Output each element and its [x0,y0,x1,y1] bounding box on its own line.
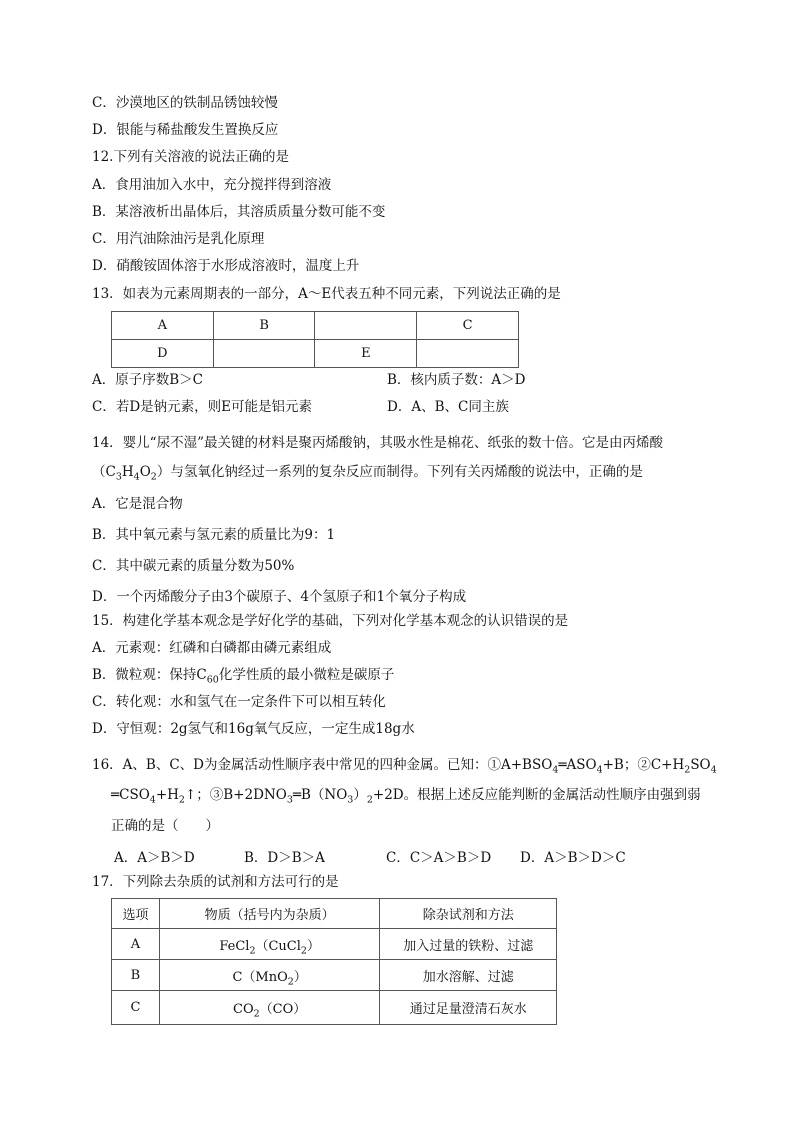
text-part: B．微粒观：保持C [92,667,207,683]
formula-part: H [121,464,134,480]
q16-stem-line1 [92,755,717,775]
subscript: 2 [178,794,185,806]
q11-option-d: D．银能与稀盐酸发生置换反应 [92,122,279,138]
table-cell: 加入过量的铁粉、过滤 [380,929,557,960]
q15-stem: 15．构建化学基本观念是学好化学的基础，下列对化学基本观念的认识错误的是 [92,613,569,629]
table-cell: B [213,312,315,340]
subscript: 4 [149,794,156,806]
subscript: 4 [552,764,559,776]
text-part: 16．A、B、C、D为金属活动性顺序表中常见的四种金属。已知：①A+BSO [92,757,553,773]
text-part: 化学性质的最小微粒是碳原子 [218,667,395,683]
subscript: 2 [150,471,157,483]
q14-option-a: A．它是混合物 [92,496,183,512]
subscript: 3 [286,794,293,806]
q15-option-b [92,665,394,685]
q13-option-a: A．原子序数B＞C [92,372,203,388]
text-part: SO [690,757,711,773]
table-cell: D [112,340,214,368]
subscript: 4 [133,471,140,483]
q17-stem: 17．下列除去杂质的试剂和方法可行的是 [92,874,339,890]
table-row [112,991,557,1025]
formula-part: ） [293,969,307,985]
table-cell: A [112,312,214,340]
table-cell: B [112,960,160,991]
table-cell [159,929,380,960]
q12-option-d: D．硝酸铵固体溶于水形成溶液时，温度上升 [92,258,360,274]
q12-option-b: B．某溶液析出晶体后，其溶质质量分数可能不变 [92,204,386,220]
q14-option-c: C．其中碳元素的质量分数为50% [92,558,295,574]
q13-option-d: D．A、B、C同主族 [387,399,509,415]
table-cell: C [112,991,160,1025]
subscript: 2 [287,976,294,988]
formula-part: CO [233,1002,254,1017]
table-cell [213,340,315,368]
q13-stem: 13．如表为元素周期表的一部分，A～E代表五种不同元素，下列说法正确的是 [92,286,561,302]
table-cell: E [315,340,417,368]
q14-stem-line2 [92,462,643,482]
table-cell [159,960,380,991]
formula-part: ） [306,938,320,954]
q14-option-b: B．其中氧元素与氢元素的质量比为9：1 [92,527,336,543]
text-part: ═ASO [558,757,597,773]
q16-option-b: B．D＞B＞A [244,850,325,866]
subscript: 60 [206,674,219,686]
q14-option-d: D．一个丙烯酸分子由3个碳原子、4个氢原子和1个氧分子构成 [92,589,467,605]
subscript: 2 [249,945,256,957]
table-cell [159,991,380,1025]
formula-part: （CO） [259,1002,307,1017]
table-header: 选项 [112,899,160,929]
q16-option-c: C．C＞A＞B＞D [386,850,492,866]
subscript: 4 [596,764,603,776]
subscript: 4 [710,764,717,776]
impurity-removal-table [111,898,557,1025]
formula-part: C（MnO [232,969,288,985]
formula-part: FeCl [219,938,250,954]
formula-part: （CuCl [255,938,301,954]
q16-option-a: A．A＞B＞D [114,850,195,866]
subscript: 2 [253,1008,260,1020]
q16-stem-line2 [111,785,701,805]
table-cell: C [417,312,519,340]
q15-option-a: A．元素观：红磷和白磷都由磷元素组成 [92,640,332,656]
q12-stem: 12.下列有关溶液的说法正确的是 [92,149,289,165]
q16-stem-line3: 正确的是（ ） [111,818,219,834]
periodic-table-fragment [111,311,519,368]
table-header: 物质（括号内为杂质） [159,899,380,929]
text-part: ）与氢氧化钠经过一系列的复杂反应而制得。下列有关丙烯酸的说法中，正确的是 [156,464,643,480]
text-part: +B；②C+H [602,757,685,773]
q15-option-d: D．守恒观：2g氢气和16g氧气反应，一定生成18g水 [92,721,415,737]
table-header: 除杂试剂和方法 [380,899,557,929]
q12-option-c: C．用汽油除油污是乳化原理 [92,231,265,247]
subscript: 2 [684,764,691,776]
text-part: +2D。根据上述反应能判断的金属活动性顺序由强到弱 [372,787,701,803]
q11-option-c: C．沙漠地区的铁制品锈蚀较慢 [92,95,278,111]
q16-option-d: D．A＞B＞D＞C [520,850,626,866]
text-part: ↑；③B+2DNO [184,787,287,803]
subscript: 3 [115,471,122,483]
subscript: 2 [366,794,373,806]
subscript: 3 [347,794,354,806]
text-part: ） [353,787,367,803]
q12-option-a: A．食用油加入水中，充分搅拌得到溶液 [92,177,332,193]
table-cell: 加水溶解、过滤 [380,960,557,991]
subscript: 2 [300,945,307,957]
formula-part: O [139,464,151,480]
q13-option-b: B．核内质子数：A＞D [387,372,526,388]
q13-option-c: C．若D是钠元素，则E可能是铝元素 [92,399,313,415]
table-cell [315,312,417,340]
q15-option-c: C．转化观：水和氢气在一定条件下可以相互转化 [92,694,386,710]
table-row [112,960,557,991]
formula-part: （C [92,464,116,480]
table-cell [417,340,519,368]
table-cell: 通过足量澄清石灰水 [380,991,557,1025]
table-cell: A [112,929,160,960]
text-part: +H [155,787,179,803]
table-row [112,929,557,960]
q14-stem-line1: 14．婴儿“尿不湿”最关键的材料是聚丙烯酸钠，其吸水性是棉花、纸张的数十倍。它是由丙烯酸 [92,435,663,451]
text-part: ═B（NO [292,787,348,803]
text-part: ═CSO [111,787,150,803]
